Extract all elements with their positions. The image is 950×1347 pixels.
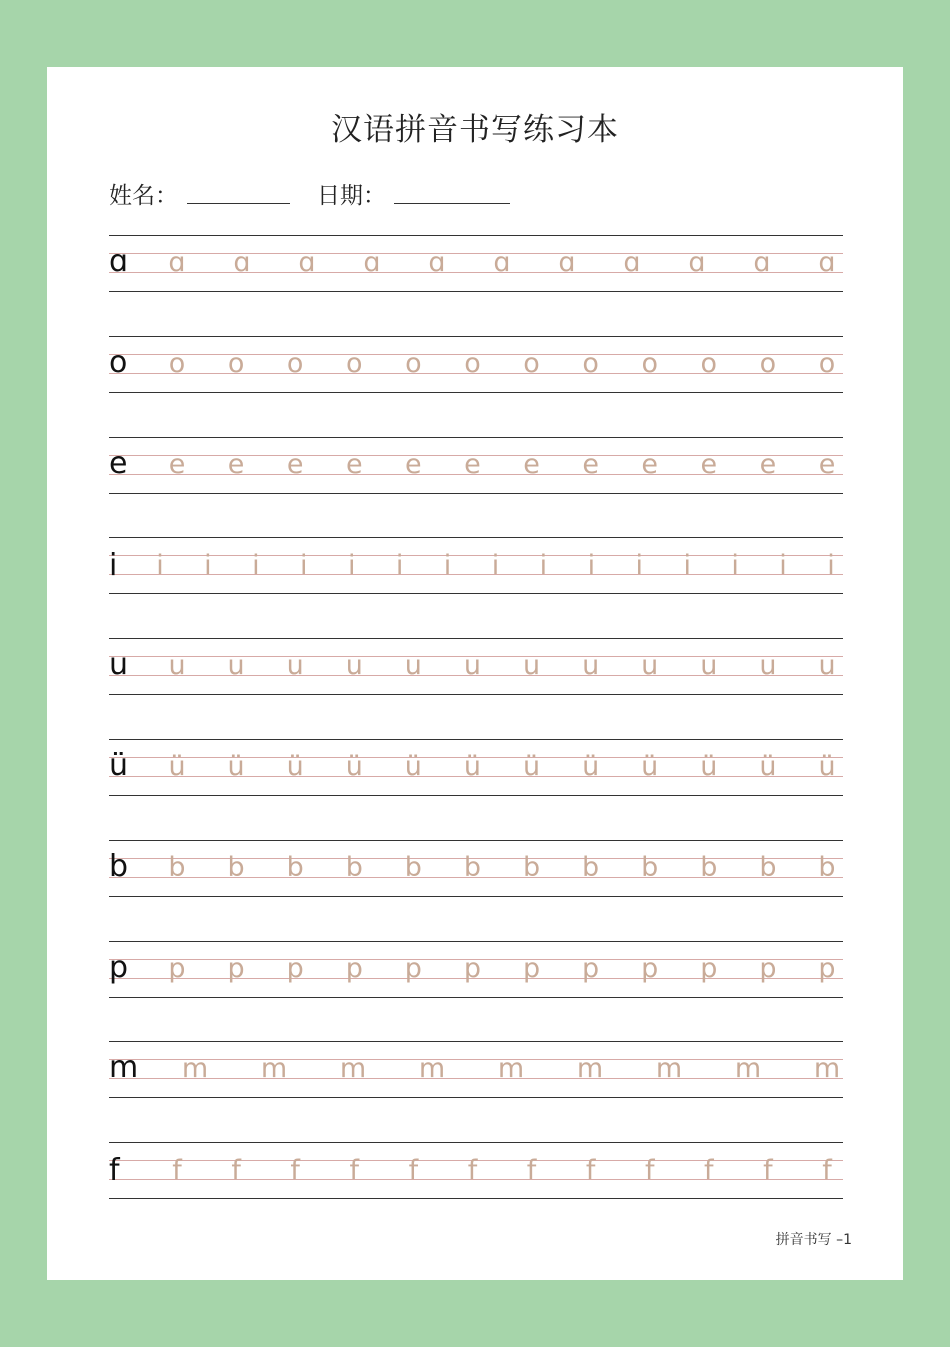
trace-letter: u (168, 650, 186, 681)
model-letter: f (109, 1153, 120, 1188)
ruling-line (109, 694, 843, 695)
ruling-line (109, 291, 843, 292)
guide-line (109, 272, 843, 273)
trace-letter: u (227, 650, 245, 681)
trace-letter: e (286, 449, 304, 480)
guide-line (109, 1078, 843, 1079)
trace-letter: u (345, 650, 363, 681)
ruling-line (109, 997, 843, 998)
trace-letter: u (286, 650, 304, 681)
trace-letter: f (585, 1155, 596, 1186)
trace-letter: m (181, 1053, 209, 1084)
model-letter: m (109, 1050, 139, 1085)
trace-letter: p (345, 953, 363, 984)
ruling-line (109, 1142, 843, 1143)
trace-letter: e (405, 449, 422, 480)
trace-letter: e (759, 449, 777, 480)
ruling-line (109, 493, 843, 494)
trace-letter: e (464, 449, 481, 480)
model-letter: o (109, 345, 128, 380)
trace-letter: b (700, 852, 718, 883)
trace-letter: ɑ (168, 247, 186, 278)
trace-letter: e (227, 449, 245, 480)
trace-letter: i (443, 550, 452, 581)
trace-letter: m (497, 1053, 525, 1084)
trace-letter: b (168, 852, 186, 883)
page-footer: 拼音书写 –1 (775, 1232, 852, 1248)
trace-letter: b (522, 852, 541, 883)
trace-letter: m (813, 1053, 841, 1084)
ruling-line (109, 235, 843, 236)
trace-letter: p (168, 953, 186, 984)
trace-letter: o (523, 348, 540, 379)
ruling-line (109, 941, 843, 942)
trace-letter: u (759, 650, 777, 681)
practice-row[interactable] (109, 1041, 843, 1097)
ruling-line (109, 795, 843, 796)
ruling-line (109, 638, 843, 639)
trace-letter: ɑ (298, 247, 316, 278)
date-blank[interactable] (394, 203, 510, 204)
trace-letter: u (818, 650, 836, 681)
trace-letter: p (759, 953, 777, 984)
trace-letter: i (587, 550, 596, 581)
guide-line (109, 253, 843, 254)
ruling-line (109, 1097, 843, 1098)
trace-letter: p (227, 953, 245, 984)
trace-letter: f (290, 1155, 300, 1186)
trace-letter: b (463, 852, 482, 883)
trace-letter: u (582, 650, 600, 681)
trace-letter: o (641, 348, 658, 379)
trace-letter: p (582, 953, 600, 984)
trace-letter: i (300, 550, 308, 581)
practice-row[interactable] (109, 739, 843, 795)
ruling-line (109, 437, 843, 438)
trace-letter: ü (818, 751, 836, 782)
trace-letter: m (418, 1053, 446, 1084)
model-letter: p (109, 950, 129, 985)
ruling-line (109, 1198, 843, 1199)
trace-letter: m (655, 1053, 683, 1084)
trace-letter: p (463, 953, 482, 984)
trace-letter: o (168, 348, 186, 379)
date-label: 日期： (317, 183, 386, 209)
trace-letter: e (818, 449, 836, 480)
trace-letter: i (395, 550, 404, 581)
trace-letter: f (526, 1155, 537, 1186)
practice-row[interactable] (109, 638, 843, 694)
trace-letter: o (286, 348, 304, 379)
practice-row[interactable] (109, 840, 843, 896)
trace-letter: e (345, 449, 363, 480)
trace-letter: p (818, 953, 836, 984)
trace-letter: b (582, 852, 600, 883)
trace-letter: u (700, 650, 718, 681)
trace-letter: f (172, 1155, 182, 1186)
practice-row[interactable] (109, 1142, 843, 1198)
trace-letter: e (582, 449, 599, 480)
trace-letter: f (231, 1155, 241, 1186)
trace-letter: o (582, 348, 599, 379)
trace-letter: b (345, 852, 363, 883)
trace-letter: b (227, 852, 245, 883)
trace-letter: i (204, 550, 212, 581)
model-letter: ü (109, 748, 129, 783)
trace-letter: m (339, 1053, 367, 1084)
trace-letter: ɑ (688, 247, 706, 278)
trace-letter: b (818, 852, 836, 883)
trace-letter: f (408, 1155, 419, 1186)
trace-letter: f (467, 1155, 478, 1186)
trace-letter: ü (700, 751, 718, 782)
trace-letter: u (463, 650, 482, 681)
trace-letter: u (641, 650, 659, 681)
model-letter: ɑ (109, 244, 129, 279)
trace-letter: m (576, 1053, 604, 1084)
practice-row[interactable] (109, 235, 843, 291)
trace-letter: p (404, 953, 422, 984)
trace-letter: e (700, 449, 718, 480)
trace-letter: p (522, 953, 541, 984)
trace-letter: m (734, 1053, 762, 1084)
trace-letter: o (405, 348, 422, 379)
page-title: 汉语拼音书写练习本 (331, 112, 619, 148)
trace-letter: b (286, 852, 304, 883)
trace-letter: ɑ (623, 247, 641, 278)
trace-letter: ü (345, 751, 363, 782)
trace-letter: u (404, 650, 422, 681)
trace-letter: o (818, 348, 836, 379)
trace-letter: u (522, 650, 541, 681)
trace-letter: f (763, 1155, 773, 1186)
trace-letter: o (759, 348, 777, 379)
model-letter: b (109, 849, 129, 884)
model-letter: i (109, 548, 118, 583)
trace-letter: i (827, 550, 835, 581)
trace-letter: i (731, 550, 739, 581)
trace-letter: i (347, 550, 356, 581)
trace-letter: p (700, 953, 718, 984)
trace-letter: p (641, 953, 659, 984)
trace-letter: ü (227, 751, 245, 782)
trace-letter: ü (286, 751, 304, 782)
trace-letter: o (227, 348, 245, 379)
trace-letter: i (539, 550, 548, 581)
trace-letter: e (168, 449, 186, 480)
trace-letter: i (779, 550, 787, 581)
trace-letter: ɑ (428, 247, 446, 278)
model-letter: u (109, 647, 129, 682)
trace-letter: i (683, 550, 691, 581)
practice-row[interactable] (109, 336, 843, 392)
trace-letter: o (700, 348, 718, 379)
trace-letter: p (286, 953, 304, 984)
trace-letter: ü (759, 751, 777, 782)
trace-letter: ü (582, 751, 600, 782)
trace-letter: m (260, 1053, 288, 1084)
practice-row[interactable] (109, 537, 843, 593)
model-letter: e (109, 446, 128, 481)
ruling-line (109, 1041, 843, 1042)
trace-letter: b (404, 852, 422, 883)
trace-letter: o (464, 348, 481, 379)
trace-letter: b (759, 852, 777, 883)
ruling-line (109, 392, 843, 393)
trace-letter: ü (641, 751, 659, 782)
trace-letter: e (523, 449, 540, 480)
name-blank[interactable] (187, 203, 290, 204)
trace-letter: ɑ (363, 247, 381, 278)
trace-letter: b (641, 852, 659, 883)
trace-letter: i (635, 550, 644, 581)
trace-letter: ɑ (493, 247, 511, 278)
trace-letter: e (641, 449, 659, 480)
trace-letter: i (252, 550, 260, 581)
trace-letter: ɑ (753, 247, 771, 278)
trace-letter: i (156, 550, 164, 581)
trace-letter: ü (522, 751, 541, 782)
ruling-line (109, 896, 843, 897)
trace-letter: ü (168, 751, 186, 782)
name-label: 姓名： (109, 183, 178, 209)
guide-line (109, 1059, 843, 1060)
trace-letter: f (822, 1155, 832, 1186)
practice-row[interactable] (109, 437, 843, 493)
trace-letter: ü (404, 751, 422, 782)
ruling-line (109, 336, 843, 337)
trace-letter: o (346, 348, 363, 379)
ruling-line (109, 840, 843, 841)
practice-row[interactable] (109, 941, 843, 997)
ruling-line (109, 739, 843, 740)
trace-letter: i (491, 550, 500, 581)
ruling-line (109, 593, 843, 594)
trace-letter: ɑ (558, 247, 576, 278)
trace-letter: f (349, 1155, 360, 1186)
trace-letter: f (704, 1155, 714, 1186)
trace-letter: ɑ (233, 247, 251, 278)
ruling-line (109, 537, 843, 538)
trace-letter: ɑ (818, 247, 836, 278)
trace-letter: f (644, 1155, 655, 1186)
trace-letter: ü (463, 751, 482, 782)
